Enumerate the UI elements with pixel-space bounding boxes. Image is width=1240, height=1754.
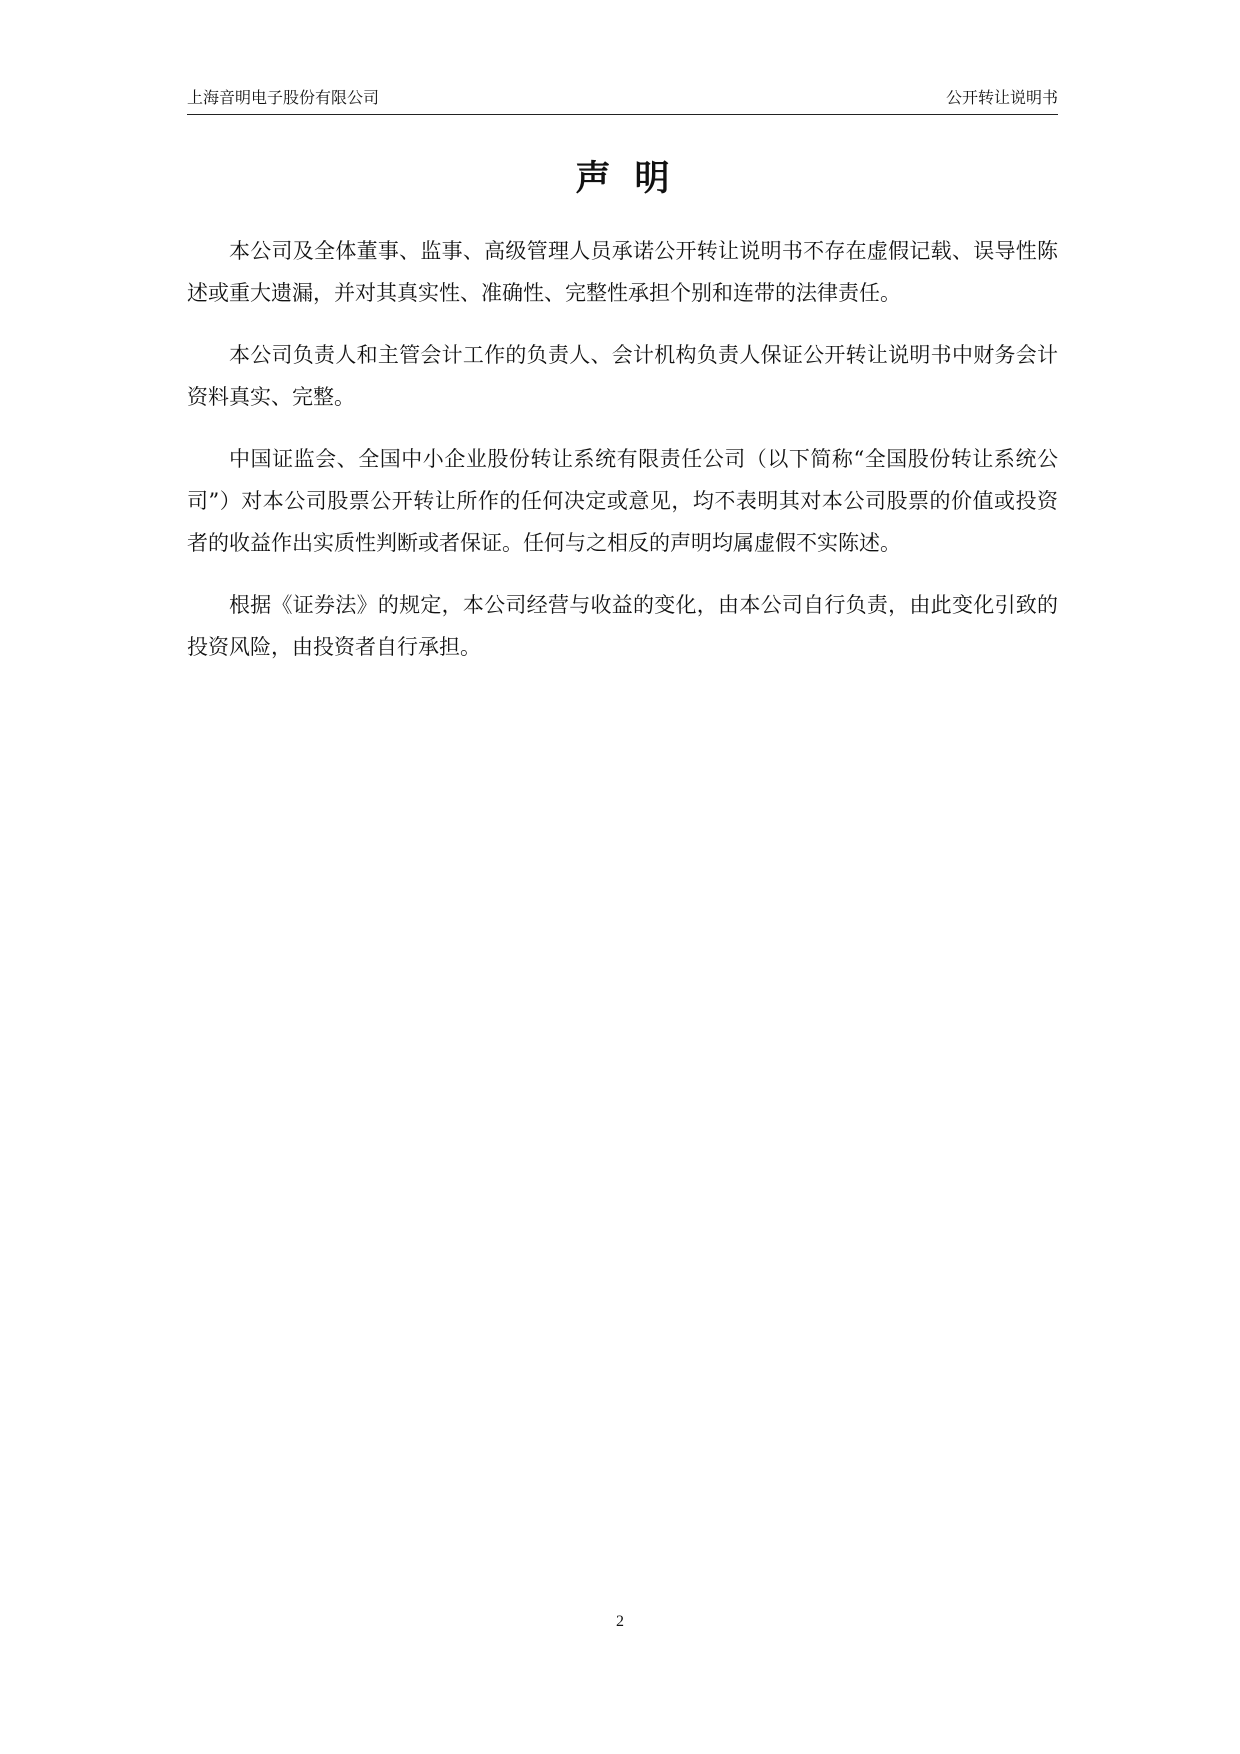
- statement-paragraph: 根据《证券法》的规定，本公司经营与收益的变化，由本公司自行负责，由此变化引致的投资风险，由投资者自行承担。: [187, 593, 1058, 659]
- statement-paragraph: 本公司及全体董事、监事、高级管理人员承诺公开转让说明书不存在虚假记载、误导性陈述或重大遗漏，并对其真实性、准确性、完整性承担个别和连带的法律责任。: [187, 239, 1058, 305]
- statement-paragraph: 本公司负责人和主管会计工作的负责人、会计机构负责人保证公开转让说明书中财务会计资料真实、完整。: [187, 343, 1058, 409]
- header-company-name: 上海音明电子股份有限公司: [187, 88, 380, 107]
- page-title: 声明: [575, 159, 694, 199]
- header-document-type: 公开转让说明书: [945, 88, 1058, 107]
- statement-paragraph: 中国证监会、全国中小企业股份转让系统有限责任公司（以下简称“全国股份转让系统公司”）对本公司股票公开转让所作的任何决定或意见，均不表明其对本公司股票的价值或投资者的收益作出实质性判断或者保证。任何与之相反的声明均属虚假不实陈述。: [187, 447, 1058, 555]
- page-number: 2: [616, 1613, 624, 1630]
- statement-body: [187, 230, 1058, 688]
- page-header: [187, 86, 1058, 115]
